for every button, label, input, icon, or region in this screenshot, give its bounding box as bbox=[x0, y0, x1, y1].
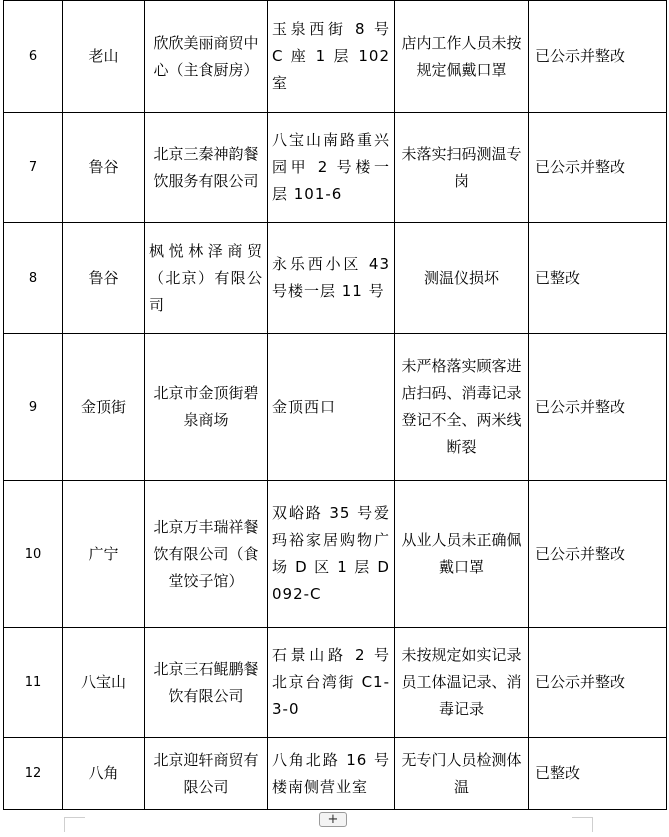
street-cell: 鲁谷 bbox=[63, 223, 145, 334]
issue-cell: 未按规定如实记录员工体温记录、消毒记录 bbox=[395, 628, 529, 738]
merchant-name-cell: 北京三秦神韵餐饮服务有限公司 bbox=[145, 113, 268, 223]
street-cell: 八角 bbox=[63, 738, 145, 810]
issue-cell: 从业人员未正确佩戴口罩 bbox=[395, 481, 529, 628]
table-corner-left bbox=[64, 817, 85, 832]
issue-cell: 未严格落实顾客进店扫码、消毒记录登记不全、两米线断裂 bbox=[395, 334, 529, 481]
status-cell: 已公示并整改 bbox=[529, 334, 667, 481]
street-cell: 广宁 bbox=[63, 481, 145, 628]
issue-cell: 店内工作人员未按规定佩戴口罩 bbox=[395, 1, 529, 113]
table-row bbox=[4, 481, 667, 628]
address-cell: 八角北路 16 号楼南侧营业室 bbox=[268, 738, 395, 810]
status-cell: 已公示并整改 bbox=[529, 113, 667, 223]
issue-cell: 未落实扫码测温专岗 bbox=[395, 113, 529, 223]
merchant-name-cell: 北京市金顶街碧泉商场 bbox=[145, 334, 268, 481]
address-cell: 永乐西小区 43 号楼一层 11 号 bbox=[268, 223, 395, 334]
street-cell: 老山 bbox=[63, 1, 145, 113]
status-cell: 已公示并整改 bbox=[529, 1, 667, 113]
status-cell: 已公示并整改 bbox=[529, 628, 667, 738]
table-row bbox=[4, 738, 667, 810]
row-number: 7 bbox=[4, 113, 63, 223]
table-row bbox=[4, 113, 667, 223]
table-row bbox=[4, 1, 667, 113]
street-cell: 鲁谷 bbox=[63, 113, 145, 223]
status-cell: 已整改 bbox=[529, 738, 667, 810]
address-cell: 石景山路 2 号北京台湾街 C1-3-0 bbox=[268, 628, 395, 738]
merchant-name-cell: 北京万丰瑞祥餐饮有限公司（食堂饺子馆） bbox=[145, 481, 268, 628]
merchant-name-cell: 北京三石鲲鹏餐饮有限公司 bbox=[145, 628, 268, 738]
row-number: 11 bbox=[4, 628, 63, 738]
street-cell: 八宝山 bbox=[63, 628, 145, 738]
address-cell: 八宝山南路重兴园甲 2 号楼一层 101-6 bbox=[268, 113, 395, 223]
row-number: 9 bbox=[4, 334, 63, 481]
merchant-name-cell: 枫悦林泽商贸（北京）有限公司 bbox=[145, 223, 268, 334]
row-number: 12 bbox=[4, 738, 63, 810]
address-cell: 金顶西口 bbox=[268, 334, 395, 481]
add-row-button[interactable]: + bbox=[319, 812, 347, 827]
street-cell: 金顶街 bbox=[63, 334, 145, 481]
issue-cell: 测温仪损坏 bbox=[395, 223, 529, 334]
issue-cell: 无专门人员检测体温 bbox=[395, 738, 529, 810]
row-number: 8 bbox=[4, 223, 63, 334]
merchant-name-cell: 北京迎轩商贸有限公司 bbox=[145, 738, 268, 810]
status-cell: 已整改 bbox=[529, 223, 667, 334]
inspection-table bbox=[3, 0, 667, 810]
table-corner-right bbox=[572, 817, 593, 832]
row-number: 6 bbox=[4, 1, 63, 113]
table-row bbox=[4, 223, 667, 334]
address-cell: 双峪路 35 号爱玛裕家居购物广场 D 区 1 层 D092-C bbox=[268, 481, 395, 628]
address-cell: 玉泉西街 8 号 C 座 1 层 102 室 bbox=[268, 1, 395, 113]
table-row bbox=[4, 628, 667, 738]
table-row bbox=[4, 334, 667, 481]
row-number: 10 bbox=[4, 481, 63, 628]
merchant-name-cell: 欣欣美丽商贸中心（主食厨房） bbox=[145, 1, 268, 113]
status-cell: 已公示并整改 bbox=[529, 481, 667, 628]
